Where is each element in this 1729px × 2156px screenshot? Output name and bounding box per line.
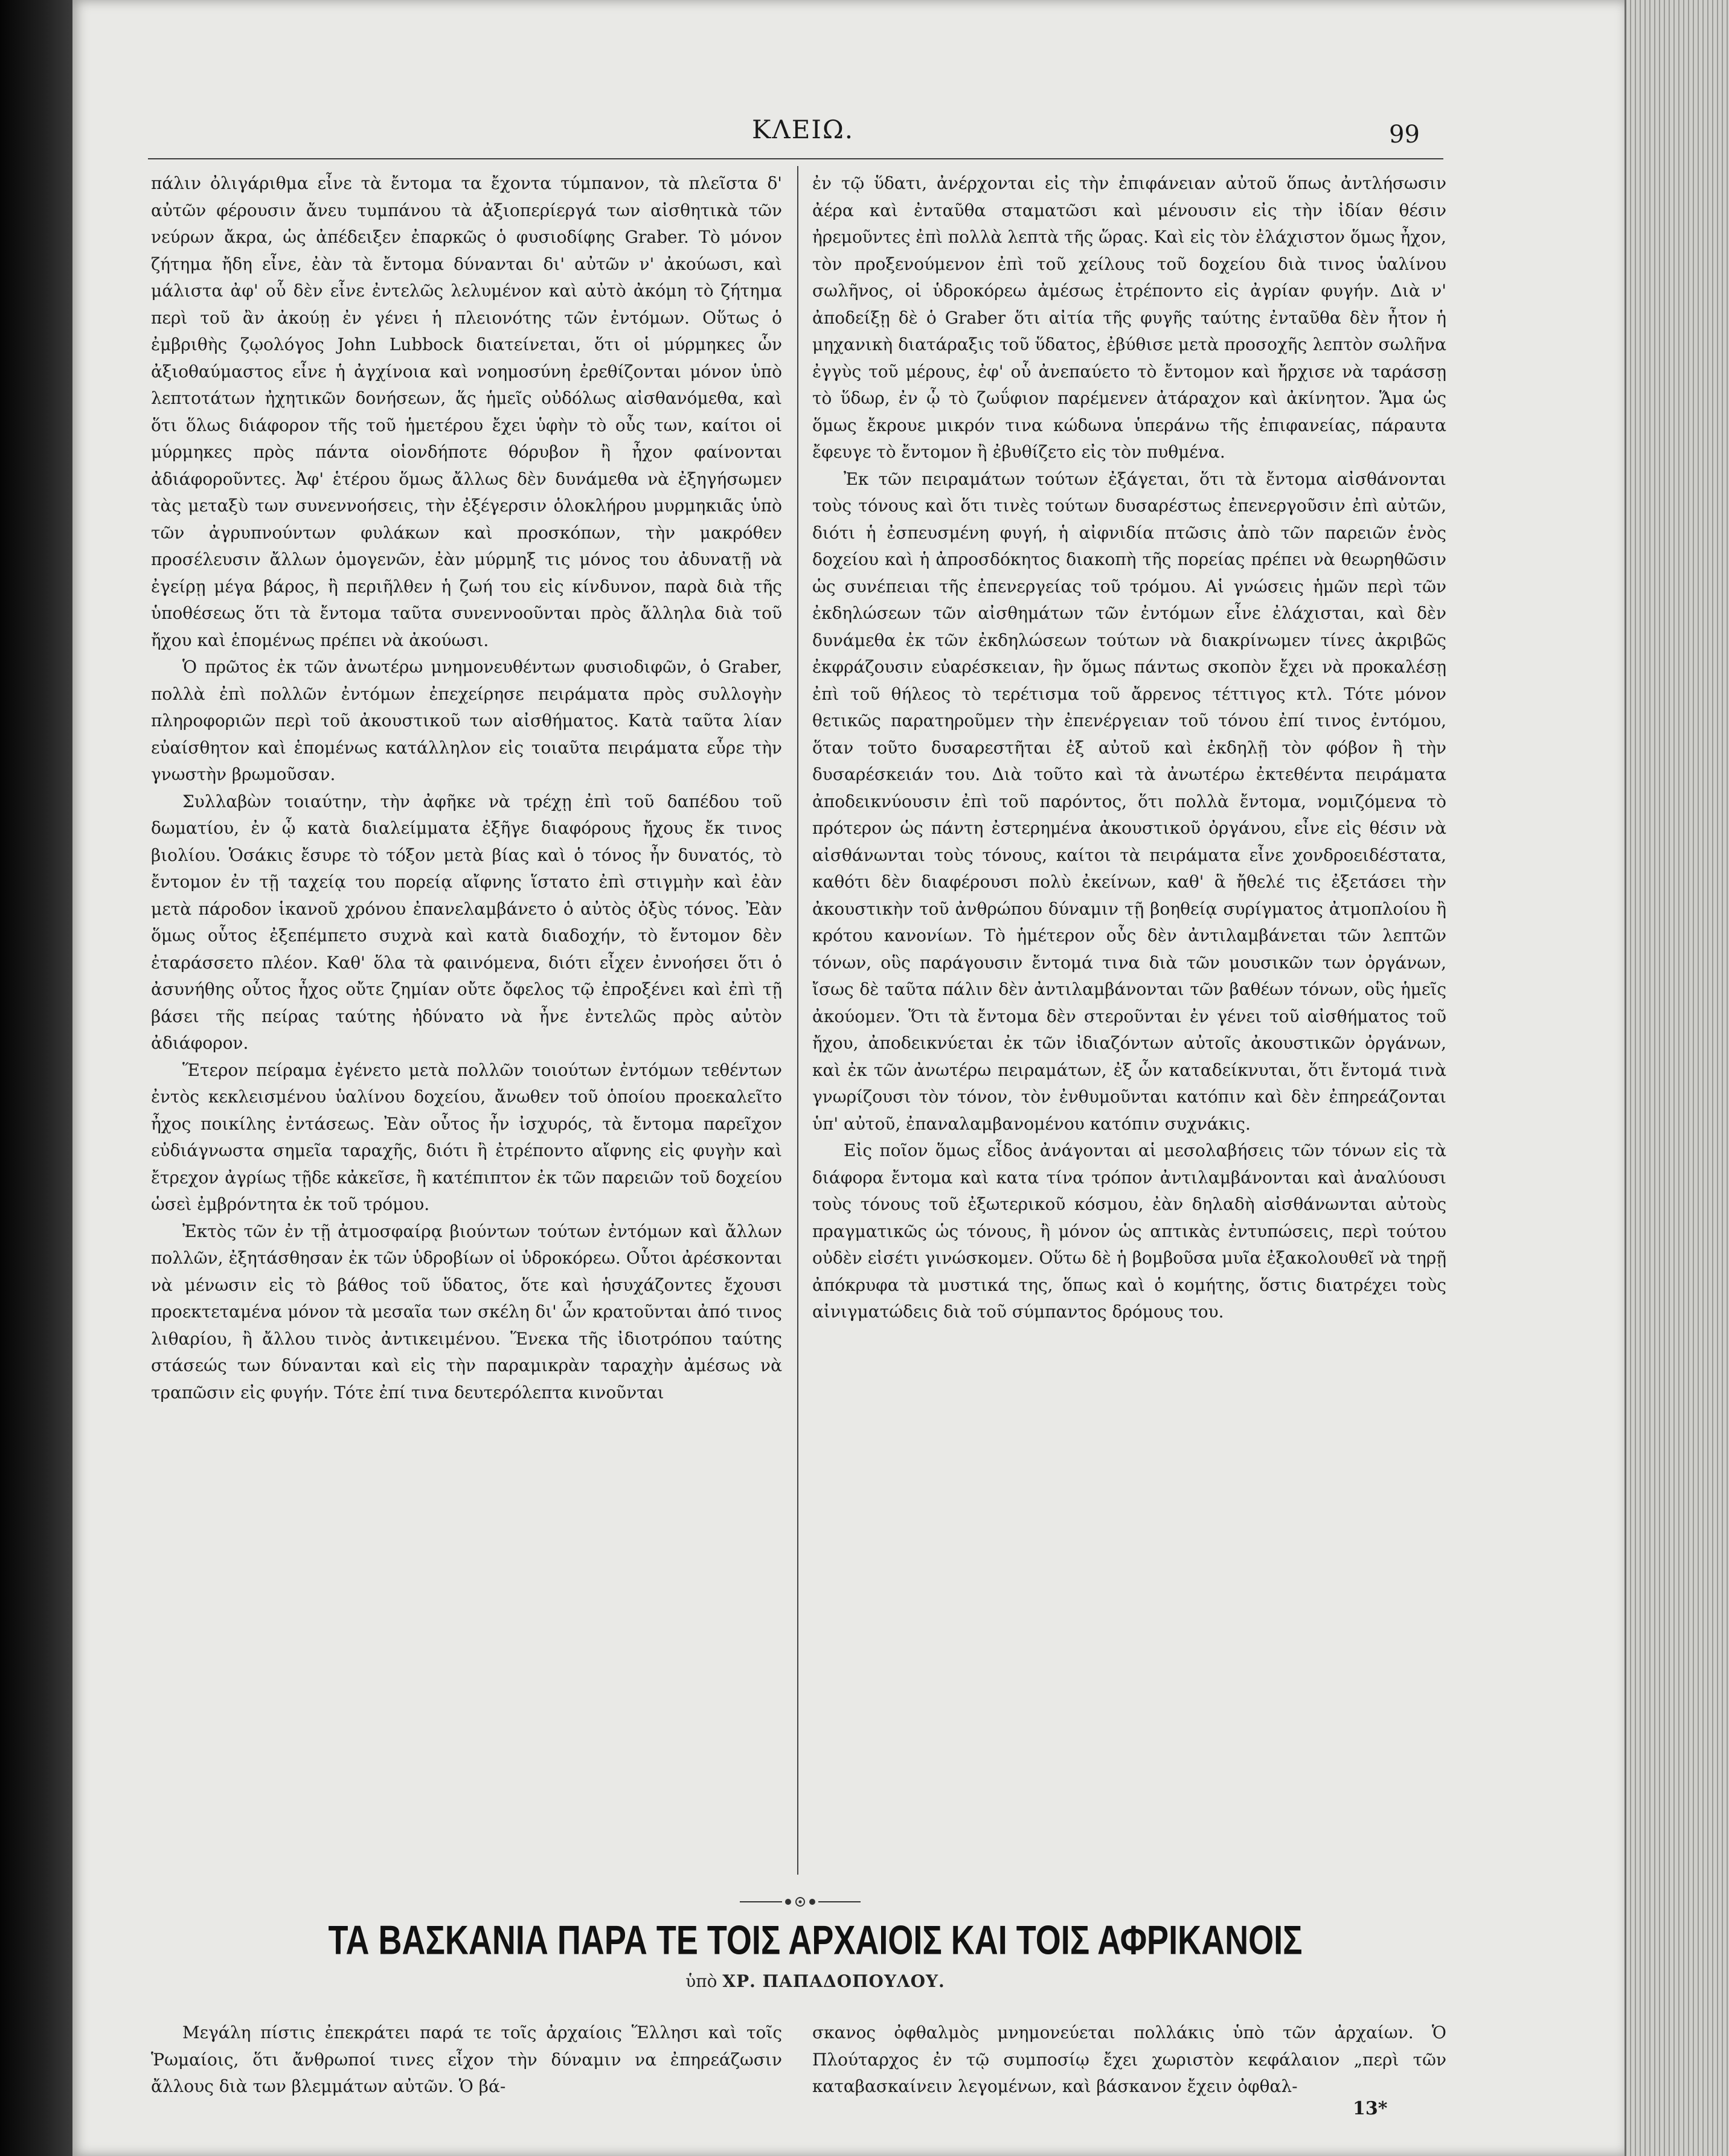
paragraph: σκανος ὀφθαλμὸς μνημονεύεται πολλάκις ὑπὸ τῶν ἀρχαίων. Ὁ Πλούταρχος ἐν τῷ συμποσίῳ ἔχει χωριστὸν κεφάλαιον „περὶ τῶν καταβασκαίνειν λεγομένων, καὶ βάσκανον ἔχειν ὀφθαλ- [812,2023,1446,2096]
right-column [812,170,1446,1326]
paragraph: πάλιν ὀλιγάριθμα εἶνε τὰ ἔντομα τα ἔχοντα τύμπανον, τὰ πλεῖστα δ' αὐτῶν φέρουσιν ἄνευ τυμπάνου τὰ ἀξιοπερίεργά των αἰσθητικὰ τῶν νεύρων ἄκρα, ὡς ἀπέδειξεν ἐπαρκῶς ὁ φυσιοδίφης Graber. Τὸ μόνον ζήτημα ἤδη εἶνε, ἐὰν τὰ ἔντομα δύνανται δι' αὐτῶν ν' ἀκούωσι, καὶ μάλιστα ἀφ' οὗ δὲν εἶνε ἐντελῶς λελυμένον καὶ αὐτὸ ἀκόμη τὸ ζήτημα περὶ τοῦ ἂν ἀκούῃ ἐν γένει ἡ πλειονότης τῶν ἐντόμων. Οὕτως ὁ ἐμβριθὴς ζῳολόγος John Lubbock διατείνεται, ὅτι οἱ μύρμηκες ὧν ἀξιοθαύμαστος εἶνε ἡ ἀγχίνοια καὶ νοημοσύνη ἐρεθίζονται μόνον ὑπὸ λεπτοτάτων ἠχητικῶν δονήσεων, ἅς ἡμεῖς οὐδόλως αἰσθανόμεθα, καὶ ὅτι ὅλως διάφορον τῆς τοῦ ἡμετέρου ἔχει ὑφὴν τὸ οὖς των, καίτοι οἱ μύρμηκες πρὸς πάντα οἱονδήποτε θόρυβον ἢ ἦχον φαίνονται ἀδιάφοροῦντες. Ἀφ' ἑτέρου ὅμως ἄλλως δὲν δυνάμεθα νὰ ἐξηγήσωμεν τὰς μεταξὺ των συνεννοήσεις, τὴν ἐξέγερσιν ὁλοκλήρου μυρμηκιᾶς ὑπὸ τῶν ἀγρυπνούντων φυλάκων καὶ προσκόπων, τὴν μακρόθεν προσέλευσιν ἄλλων ὁμογενῶν, ἐὰν μύρμηξ τις μόνος του ἀδυνατῇ νὰ ἐγείρῃ μέγα βάρος, ἢ περιῆλθεν ἡ ζωή του εἰς κίνδυνον, παρὰ διὰ τῆς ὑποθέσεως ὅτι τὰ ἔντομα ταῦτα συνεννοοῦνται πρὸς ἄλληλα διὰ τοῦ ἤχου καὶ ἑπομένως πρέπει νὰ ἀκούωσι. [151,173,782,650]
column-divider [797,166,798,1875]
left-column [151,170,782,1406]
signature-mark: 13* [1353,2098,1388,2119]
paragraph: Συλλαβὼν τοιαύτην, τὴν ἀφῆκε νὰ τρέχῃ ἐπὶ τοῦ δαπέδου τοῦ δωματίου, ἐν ᾧ κατὰ διαλείμματα ἐξῆγε διαφόρους ἤχους ἔκ τινος βιολίου. Ὁσάκις ἔσυρε τὸ τόξον μετὰ βίας καὶ ὁ τόνος ἦν δυνατός, τὸ ἔντομον ἐν τῇ ταχείᾳ του πορείᾳ αἴφνης ἵστατο ἐπὶ στιγμὴν καὶ ἐὰν μετὰ πάροδον ἱκανοῦ χρόνου ἐπανελαμβάνετο ὁ αὐτὸς ὀξὺς τόνος. Ἐὰν ὅμως οὗτος ἐξεπέμπετο συχνὰ καὶ κατὰ διαδοχήν, τὸ ἔντομον δὲν ἐταράσσετο πλέον. Καθ' ὅλα τὰ φαινόμενα, διότι εἶχεν ἐννοήσει ὅτι ὁ ἀσυνήθης οὗτος ἦχος οὔτε ζημίαν οὔτε ὄφελος τῷ ἐπροξένει καὶ ἐπὶ τῇ βάσει τῆς πείρας ταύτης ἠδύνατο νὰ ἦνε ἐντελῶς πρὸς αὐτὸν ἀδιάφορον. [151,791,782,1053]
book-page-edges [1625,0,1729,2156]
article-title: ΤΑ ΒΑΣΚΑΝΙΑ ΠΑΡΑ ΤΕ ΤΟΙΣ ΑΡΧΑΙΟΙΣ ΚΑΙ ΤΟΙΣ ΑΦΡΙΚΑΝΟΙΣ [328,1918,1303,1963]
header-rule [148,158,1443,159]
byline-prefix: ὑπὸ [685,1971,717,1991]
section-ornament [740,1893,861,1911]
paragraph: ἐν τῷ ὕδατι, ἀνέρχονται εἰς τὴν ἐπιφάνειαν αὐτοῦ ὅπως ἀντλήσωσιν ἀέρα καὶ ἐνταῦθα σταματῶσι καὶ μένουσιν εἰς τὴν ἰδίαν θέσιν ἠρεμοῦντες ἐπὶ πολλὰ λεπτὰ τῆς ὥρας. Καὶ εἰς τὸν ἐλάχιστον ὅμως ἦχον, τὸν προξενούμενον ἐπὶ τοῦ χείλους τοῦ δοχείου διὰ τινος ὑαλίνου σωλῆνος, οἱ ὑδροκόρεω ἀμέσως ἐτρέποντο εἰς ἀγρίαν φυγήν. Διὰ ν' ἀποδείξῃ δὲ ὁ Graber ὅτι αἰτία τῆς φυγῆς ταύτης ἐνταῦθα δὲν ἦτον ἡ μηχανικὴ διατάραξις τοῦ ὕδατος, ἐβύθισε μετὰ προσοχῆς λεπτὸν σωλῆνα ἐγγὺς τοῦ μέρους, ἐφ' οὗ ἀνεπαύετο τὸ ἔντομον καὶ ἤρχισε νὰ ταράσσῃ τὸ ὕδωρ, ἐν ᾧ τὸ ζωΰφιον παρέμενεν ἀτάραχον καὶ ἀκίνητον. Ἅμα ὡς ὅμως ἔκρουε μικρόν τινα κώδωνα ὑπεράνω τῆς ἐπιφανείας, πάραυτα ἔφευγε τὸ ἔντομον ἢ ἐβυθίζετο εἰς τὸν πυθμένα. [812,173,1446,462]
paragraph: Ἕτερον πείραμα ἐγένετο μετὰ πολλῶν τοιούτων ἐντόμων τεθέντων ἐντὸς κεκλεισμένου ὑαλίνου δοχείου, ἄνωθεν τοῦ ὁποίου προεκαλεῖτο ἦχος ποικίλης ἐντάσεως. Ἐὰν οὗτος ἦν ἰσχυρός, τὰ ἔντομα παρεῖχον εὐδιάγνωστα σημεῖα ταραχῆς, διότι ἢ ἐτρέποντο αἴφνης εἰς φυγὴν καὶ ἔτρεχον ἀγρίως τῇδε κἀκεῖσε, ἢ κατέπιπτον ἐκ τῶν παρειῶν τοῦ δοχείου ὡσεὶ ἐμβρόντητα ἐκ τοῦ τρόμου. [151,1060,782,1214]
byline-author: ΧΡ. ΠΑΠΑΔΟΠΟΥΛΟΥ. [722,1971,945,1991]
page-number: 99 [1389,121,1420,149]
paragraph: Ἐκ τῶν πειραμάτων τούτων ἐξάγεται, ὅτι τὰ ἔντομα αἰσθάνονται τοὺς τόνους καὶ ὅτι τινὲς τούτων δυσαρέστως ἐπενεργοῦσιν ἐπὶ αὐτῶν, διότι ἡ ἐσπευσμένη φυγή, ἡ αἰφνιδία πτῶσις ἀπὸ τῶν παρειῶν ἑνὸς δοχείου καὶ ἡ ἀπροσδόκητος διακοπὴ τῆς πορείας πρέπει νὰ θεωρηθῶσιν ὡς συνέπειαι τῆς ἐπενεργείας τοῦ τρόμου. Αἱ γνώσεις ἡμῶν περὶ τῶν ἐκδηλώσεων τῶν αἰσθημάτων τῶν ἐντόμων εἶνε ἐλάχισται, καὶ δὲν δυνάμεθα ἐκ τῶν ἐκδηλώσεων τούτων νὰ διακρίνωμεν τίνες ἀκριβῶς ἐκφράζουσιν εὐαρέσκειαν, ἣν ὅμως πάντως σκοπὸν ἔχει νὰ προκαλέσῃ ἐπὶ τοῦ θήλεος τὸ τερέτισμα τοῦ ἄρρενος τέττιγος κτλ. Τότε μόνον θετικῶς παρατηροῦμεν τὴν ἐπενέργειαν τοῦ τόνου ἐπί τινος ἐντόμου, ὅταν τοῦτο δυσαρεστῆται ἐξ αὐτοῦ καὶ ἐκδηλῇ τὸν φόβον ἢ τὴν δυσαρέσκειάν του. Διὰ τοῦτο καὶ τὰ ἀνωτέρω ἐκτεθέντα πειράματα ἀποδεικνύουσιν ἐπὶ τοῦ παρόντος, ὅτι πολλὰ ἔντομα, νομιζόμενα τὸ πρότερον ὡς πάντη ἐστερημένα ἀκουστικοῦ ὀργάνου, εἶνε εἰς θέσιν νὰ αἰσθάνωνται τοὺς τόνους, καίτοι τὰ πειράματα εἶνε χονδροειδέστατα, καθότι δὲν διαφέρουσι πολὺ ἐκείνων, καθ' ἃ ἤθελέ τις ἐξετάσει τὴν ἀκουστικὴν τοῦ ἀνθρώπου δύναμιν τῇ βοηθείᾳ συρίγματος ἀτμοπλοίου ἢ κρότου κανονίων. Τὸ ἡμέτερον οὖς δὲν ἀντιλαμβάνεται τῶν λεπτῶν τόνων, οὓς παράγουσιν ἔντομά τινα διὰ τῶν μουσικῶν των ὀργάνων, ἴσως δὲ ταῦτα πάλιν δὲν ἀντιλαμβάνονται τῶν βαθέων τόνων, οὓς ἡμεῖς ἀκούομεν. Ὅτι τὰ ἔντομα δὲν στεροῦνται ἐν γένει τοῦ αἰσθήματος τοῦ ἤχου, ἀποδεικνύεται ἐκ τῶν ἰδιαζόντων αὐτοῖς ἀκουστικῶν ὀργάνων, καὶ ἐκ τῶν ἀνωτέρω πειραμάτων, ἐξ ὧν καταδείκνυται, ὅτι ἔντομά τινὰ γνωρίζουσι τὸν τόνον, τὸν ἐνθυμοῦνται κατόπιν καὶ δὲν ἐπηρεάζονται ὑπ' αὐτοῦ, ἐπαναλαμβανομένου κατόπιν συχνάκις. [812,469,1446,1134]
article-left-column [151,2020,782,2100]
running-header: ΚΛΕΙΩ. [752,115,855,144]
paragraph: Ἐκτὸς τῶν ἐν τῇ ἀτμοσφαίρᾳ βιούντων τούτων ἐντόμων καὶ ἄλλων πολλῶν, ἐξητάσθησαν ἐκ τῶν ὑδροβίων οἱ ὑδροκόρεω. Οὗτοι ἀρέσκονται νὰ μένωσιν εἰς τὸ βάθος τοῦ ὕδατος, ὅτε καὶ ἡσυχάζοντες ἔχουσι προεκτεταμένα μόνον τὰ μεσαῖα των σκέλη δι' ὧν κρατοῦνται ἀπό τινος λιθαρίου, ἢ ἄλλου τινὸς ἀντικειμένου. Ἕνεκα τῆς ἰδιοτρόπου ταύτης στάσεώς των δύνανται καὶ εἰς τὴν παραμικρὰν ταραχὴν ἀμέσως νὰ τραπῶσιν εἰς φυγήν. Τότε ἐπί τινα δευτερόλεπτα κινοῦνται [151,1221,782,1403]
article-right-column [812,2020,1446,2100]
paragraph: Εἰς ποῖον ὅμως εἶδος ἀνάγονται αἱ μεσολαβήσεις τῶν τόνων εἰς τὰ διάφορα ἔντομα καὶ κατα τίνα τρόπον ἀντιλαμβάνονται καὶ ἀναλύουσι τοὺς τόνους τοῦ ἐξωτερικοῦ κόσμου, ἐὰν δηλαδὴ αἰσθάνωνται αὐτοὺς πραγματικῶς ὡς τόνους, ἢ μόνον ὡς απτικὰς ἐντυπώσεις, περὶ τούτου οὐδὲν εἰσέτι γινώσκομεν. Οὕτω δὲ ἡ βομβοῦσα μυῖα ἐξακολουθεῖ νὰ τηρῇ ἀπόκρυφα τὰ μυστικά της, ὅπως καὶ ὁ κομήτης, ὅστις διατρέχει τοὺς αἰνιγματώδεις διὰ τοῦ σύμπαντος δρόμους του. [812,1140,1446,1322]
paragraph: Ὁ πρῶτος ἐκ τῶν ἀνωτέρω μνημονευθέντων φυσιοδιφῶν, ὁ Graber, πολλὰ ἐπὶ πολλῶν ἐντόμων ἐπεχείρησε πειράματα πρὸς συλλογὴν πληροφοριῶν περὶ τοῦ ἀκουστικοῦ των αἰσθήματος. Κατὰ ταῦτα λίαν εὐαίσθητον καὶ ἑπομένως κατάλληλον εἰς τοιαῦτα πειράματα εὗρε τὴν γνωστὴν βρωμοῦσαν. [151,657,782,784]
paragraph: Μεγάλη πίστις ἐπεκράτει παρά τε τοῖς ἀρχαίοις Ἕλλησι καὶ τοῖς Ῥωμαίοις, ὅτι ἄνθρωποί τινες εἶχον τὴν δύναμιν να ἐπηρεάζωσιν ἄλλους διὰ των βλεμμάτων αὐτῶν. Ὁ βά- [151,2023,782,2096]
article-byline [181,1971,1449,1991]
book-binding-edge [0,0,72,2156]
